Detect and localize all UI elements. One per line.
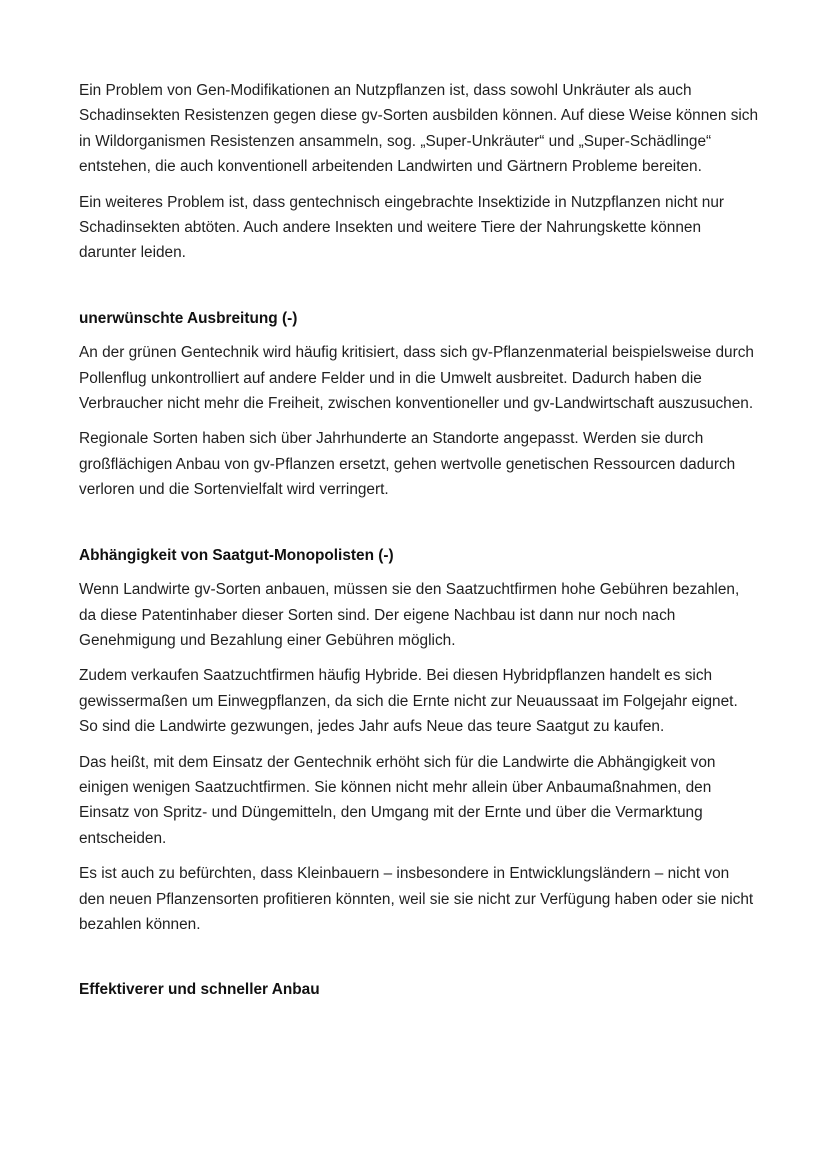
section-paragraph: Wenn Landwirte gv-Sorten anbauen, müssen sie den Saatzuchtfirmen hohe Gebühren bezahlen, da diese Patentinhaber dieser Sorten sind. Der eigene Nachbau ist dann nur noch nach Genehmigung und Bezahlung einer Gebühren möglich. xyxy=(79,581,740,649)
section-paragraph: Regionale Sorten haben sich über Jahrhunderte an Standorte angepasst. Werden sie durch großflächigen Anbau von gv-Pflanzen ersetzt, gehen wertvolle genetischen Ressourcen dadurch verloren und die Sortenvielfalt wird verringert. xyxy=(79,430,736,499)
section-heading: Abhängigkeit von Saatgut-Monopolisten (-) xyxy=(79,546,394,564)
section-paragraph: Das heißt, mit dem Einsatz der Gentechnik erhöht sich für die Landwirte die Abhängigkeit von einigen wenigen Saatzuchtfirmen. Sie können nicht mehr allein über Anbaumaßnahmen, den Einsatz von Spritz- und Düngemitteln, den Umgang mit der Ernte und über die Vermarktung entscheiden. xyxy=(79,753,716,847)
document-page xyxy=(79,78,759,1012)
section-heading: Effektiverer und schneller Anbau xyxy=(79,981,320,999)
section-seed-monopolists xyxy=(79,543,759,938)
section-paragraph: Zudem verkaufen Saatzuchtfirmen häufig Hybride. Bei diesen Hybridpflanzen handelt es sich gewissermaßen um Einwegpflanzen, da sich die Ernte nicht zur Neuaussaat im Folgejahr eignet. So sind die Landwirte gezwungen, jedes Jahr aufs Neue das teure Saatgut zu kaufen. xyxy=(79,667,738,736)
section-efficient-cultivation xyxy=(79,977,759,1002)
section-heading: unerwünschte Ausbreitung (-) xyxy=(79,309,298,327)
section-unwanted-spread xyxy=(79,306,759,503)
intro-paragraph-2: Ein weiteres Problem ist, dass gentechnisch eingebrachte Insektizide in Nutzpflanzen nicht nur Schadinsekten abtöten. Auch andere Insekten und weitere Tiere der Nahrungskette können darunter leiden. xyxy=(79,193,725,262)
intro-block xyxy=(79,78,759,266)
section-paragraph: An der grünen Gentechnik wird häufig kritisiert, dass sich gv-Pflanzenmaterial beispielsweise durch Pollenflug unkontrolliert auf andere Felder und in die Umwelt ausbreitet. Dadurch haben die Verbraucher nicht mehr die Freiheit, zwischen konventioneller und gv-Landwirtschaft auszusuchen. xyxy=(79,344,754,413)
section-paragraph: Es ist auch zu befürchten, dass Kleinbauern – insbesondere in Entwicklungsländern – nicht von den neuen Pflanzensorten profitieren könnten, weil sie sie nicht zur Verfügung haben oder sie nicht bezahlen können. xyxy=(79,865,754,933)
intro-paragraph-1: Ein Problem von Gen-Modifikationen an Nutzpflanzen ist, dass sowohl Unkräuter als auch Schadinsekten Resistenzen gegen diese gv-Sorten ausbilden können. Auf diese Weise können sich in Wildorganismen Resistenzen ansammeln, sog. „Super-Unkräuter“ und „Super-Schädlinge“ entstehen, die auch konventionell arbeitenden Landwirten und Gärtnern Probleme bereiten. xyxy=(79,82,759,176)
